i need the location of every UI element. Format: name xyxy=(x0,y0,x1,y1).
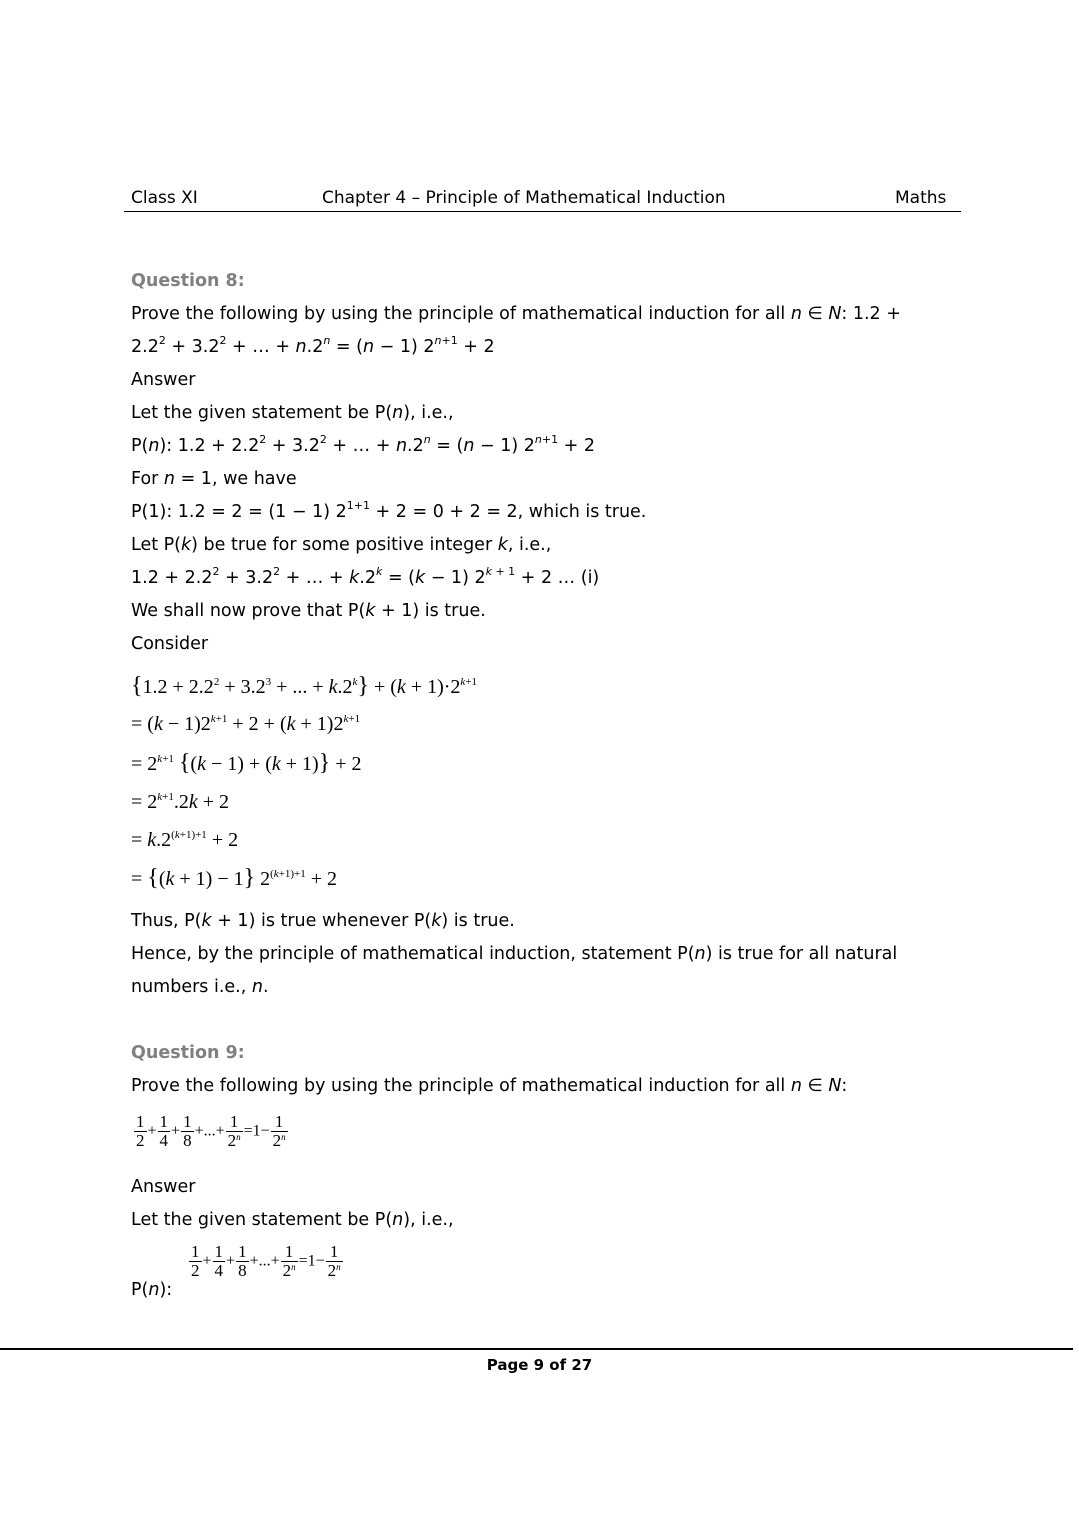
answer-line: Let P(k) be true for some positive integer k, i.e., xyxy=(131,535,552,555)
answer-line: $1.2 + 2.2^2 + 3.2^2$ + … + $k.2^k = (k - 1) 2^{k + 1} + 2$ … (i) xyxy=(131,565,600,588)
question-8-title: Question 8: xyxy=(131,271,245,291)
pn-label: P(n): xyxy=(131,1280,173,1300)
question-9-prompt: Prove the following by using the principle of mathematical induction for all n ∈ N: xyxy=(131,1076,848,1096)
question-9-answer-label: Answer xyxy=(131,1177,196,1197)
math-step: = $(k - 1)2^{k+1} + 2 + (k + 1)2^{k+1}$ xyxy=(131,713,361,735)
question-9-formula: $\frac{1}{2}$ + $\frac{1}{4}$ + $\frac{1}{8}$ +...+ $\frac{1}{2^n}$ =1− $\frac{1}{2^n}$ xyxy=(136,1112,286,1150)
math-step: = $k.2^{(k+1)+1} + 2$ xyxy=(131,829,239,851)
math-step: = $2^{k+1}.2k + 2$ xyxy=(131,791,230,813)
footer-rule xyxy=(0,1348,1073,1350)
answer-line: Let the given statement be P(n), i.e., xyxy=(131,403,454,423)
math-step: = {(k + 1) − 1} $2^{(k+1)+1} + 2$ xyxy=(131,865,338,891)
answer-line: We shall now prove that P(k + 1) is true. xyxy=(131,601,486,621)
page-number: Page 9 of 27 xyxy=(486,1356,593,1374)
answer-line: P(n): $1.2 + 2.2^2 + 3.2^2$ + … + $n.2^n = (n - 1) 2^{n+1} + 2$ xyxy=(131,433,596,456)
question-8-prompt-line1: Prove the following by using the principle of mathematical induction for all n ∈ N: 1.2 + xyxy=(131,304,901,324)
answer-line: Let the given statement be P(n), i.e., xyxy=(131,1210,454,1230)
math-step: {$1.2 + 2.2^2 + 3.2^3$ + ... + $k.2^k\} + (k + 1)\cdot 2^{k+1}$ xyxy=(131,673,478,699)
header-chapter: Chapter 4 – Principle of Mathematical Induction xyxy=(322,188,726,208)
conclusion-line: Thus, P(k + 1) is true whenever P(k) is true. xyxy=(131,911,515,931)
header-rule xyxy=(124,211,961,212)
answer-line: Consider xyxy=(131,634,209,654)
math-step: = $2^{k+1}$ {(k − 1) + (k + 1)} + 2 xyxy=(131,750,362,776)
answer-line: For n = 1, we have xyxy=(131,469,297,489)
question-9-title: Question 9: xyxy=(131,1043,245,1063)
question-8-answer-label: Answer xyxy=(131,370,196,390)
header-class: Class XI xyxy=(131,188,198,208)
pn-formula: $\frac{1}{2}$ + $\frac{1}{4}$ + $\frac{1}{8}$ +...+ $\frac{1}{2^n}$ =1− $\frac{1}{2^n}$ xyxy=(191,1242,341,1280)
conclusion-line: Hence, by the principle of mathematical induction, statement P(n) is true for all natural xyxy=(131,944,898,964)
answer-line: P(1): 1.2 = 2 = (1 − 1) $2^{1+1} + 2 = 0 + 2 = 2$, which is true. xyxy=(131,499,647,522)
header-subject: Maths xyxy=(895,188,947,208)
conclusion-line: numbers i.e., n. xyxy=(131,977,269,997)
question-8-prompt-line2: $2.2^2 + 3.2^2$ + … + $n.2^n = (n - 1) 2^{n+1} + 2$ xyxy=(131,334,495,357)
